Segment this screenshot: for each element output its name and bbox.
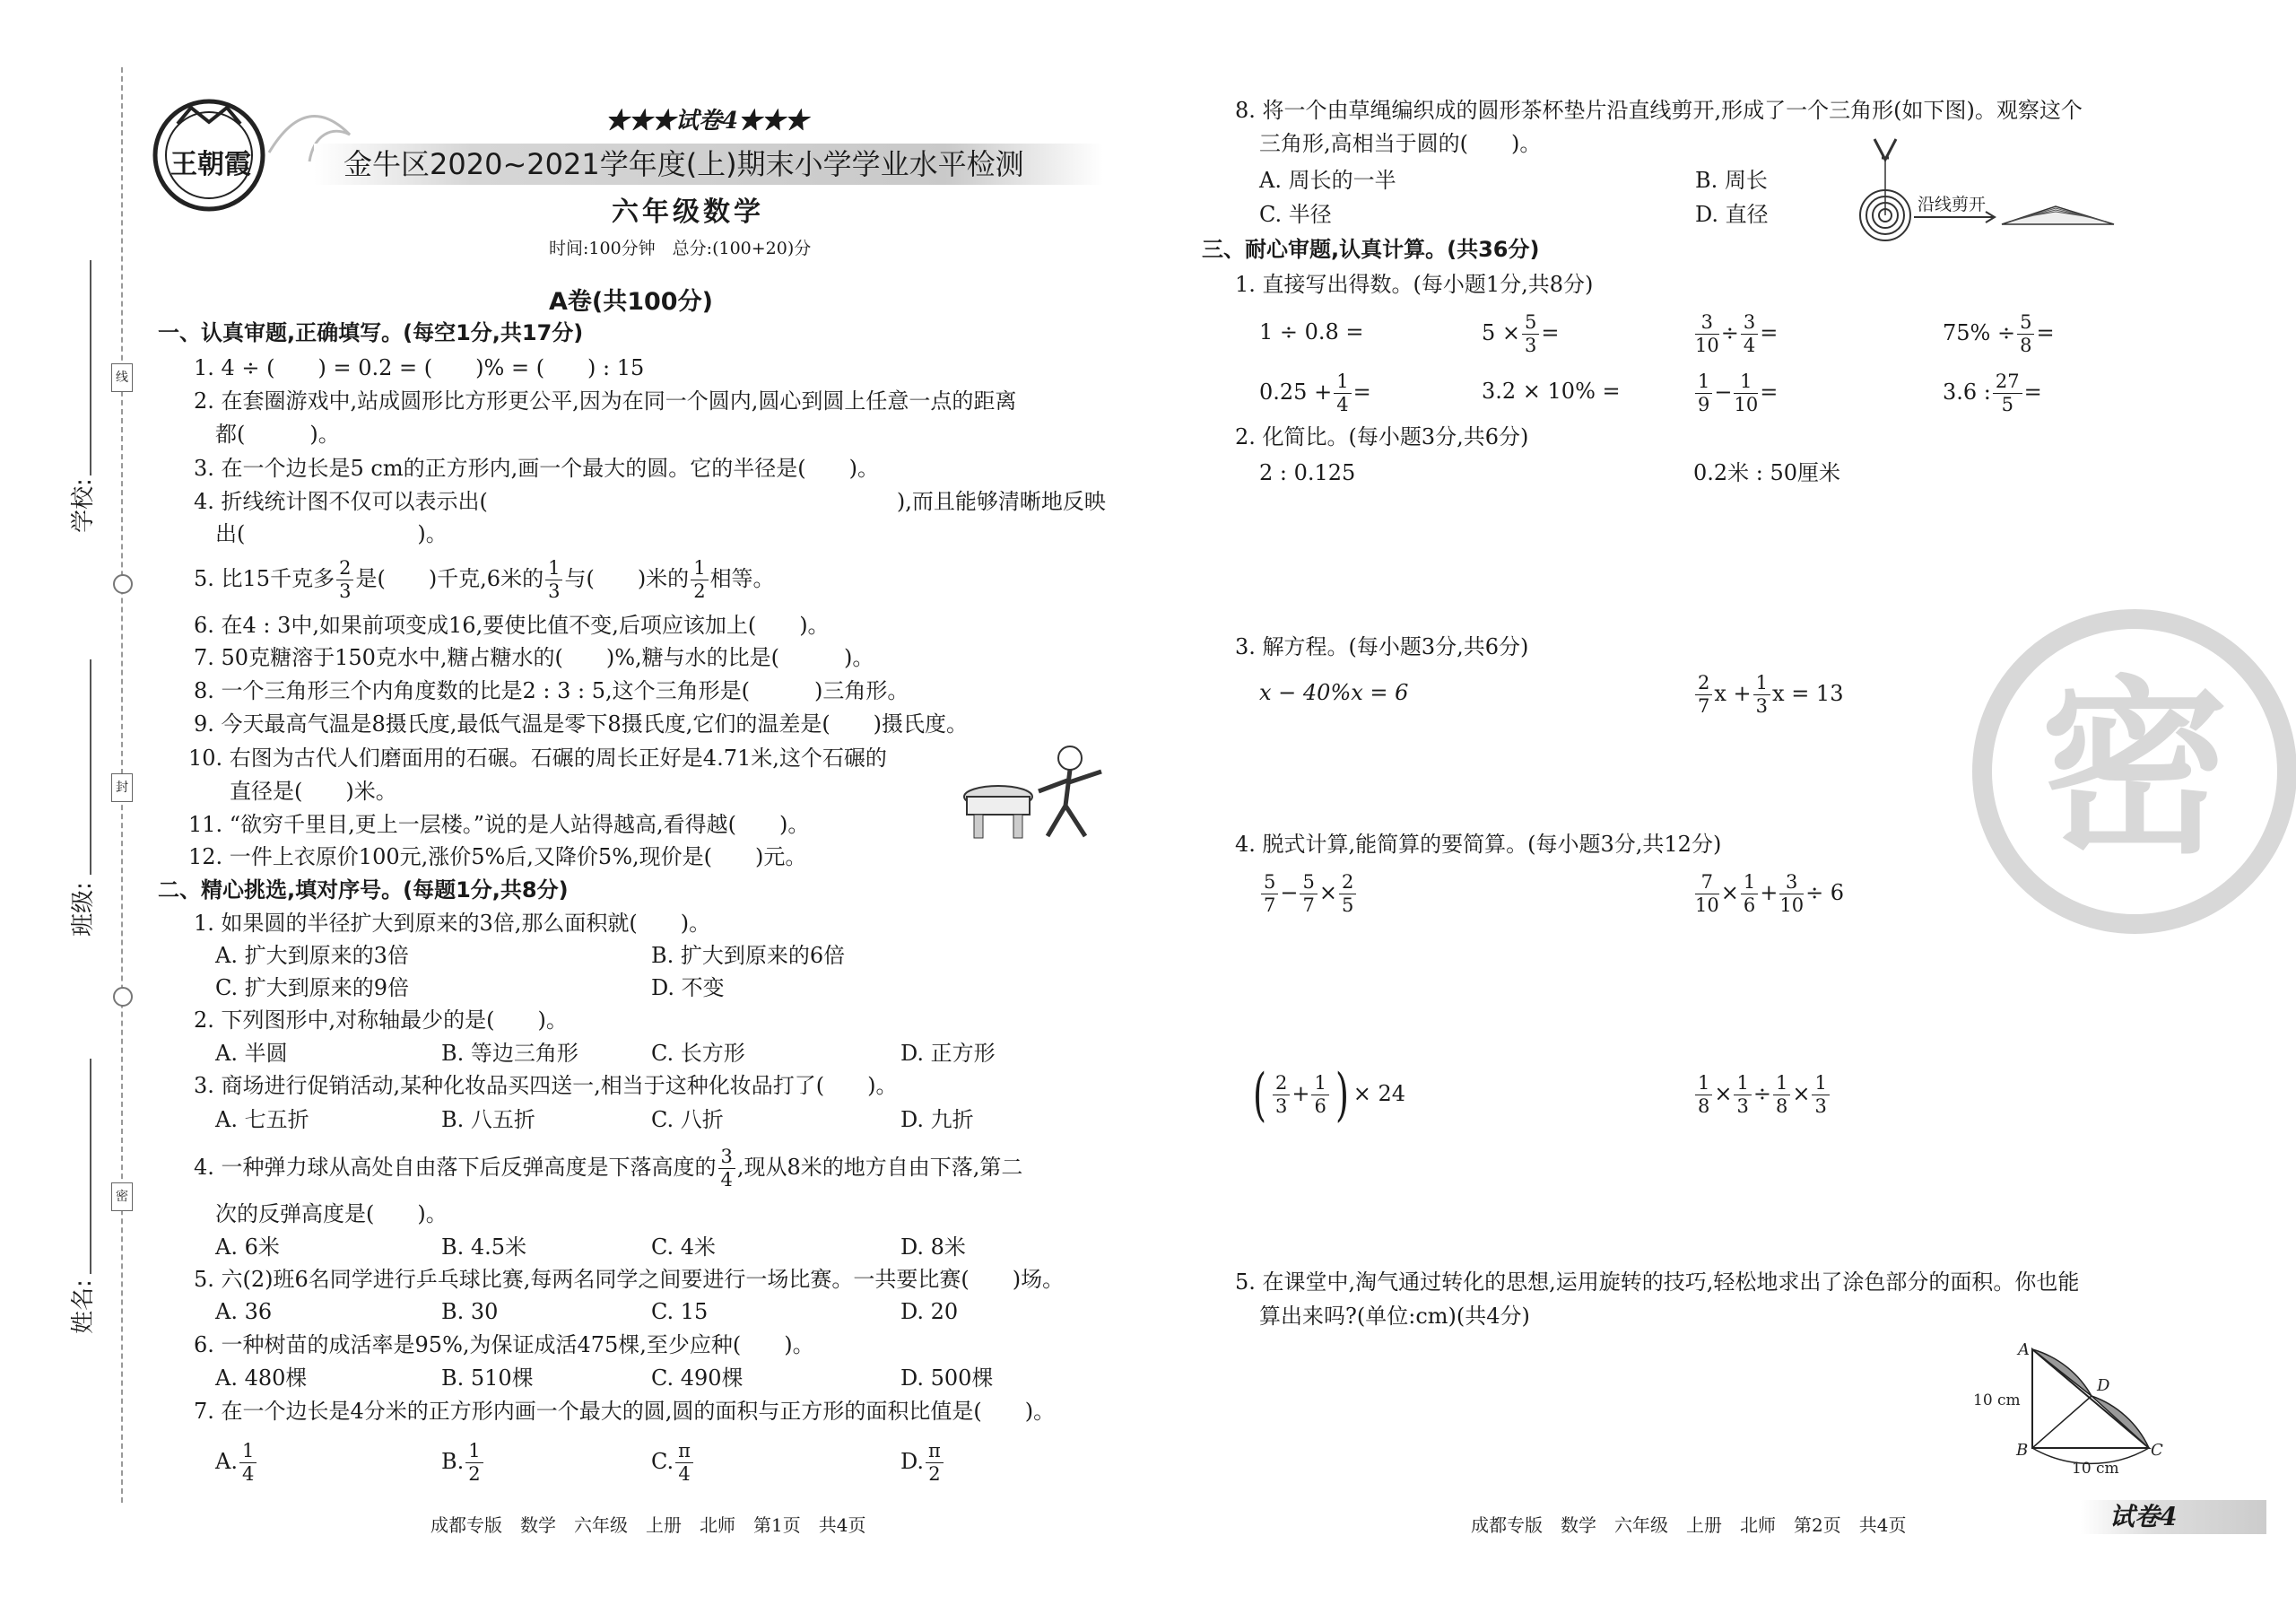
- choice-question-6: 6. 一种树苗的成活率是95%,为保证成活475棵,至少应种( )。: [194, 1332, 814, 1357]
- question-8: 8. 一个三角形三个内角度数的比是2 : 3 : 5,这个三角形是( )三角形。: [194, 678, 909, 703]
- calc-7: $\frac{1}{9}$ − $\frac{1}{10}$ =: [1693, 362, 1778, 422]
- time-line: 时间:100分钟 总分:(100+20)分: [549, 239, 812, 258]
- ratio-1: 2 : 0.125: [1259, 460, 1356, 485]
- watermark-seal: [1973, 610, 2296, 933]
- question-10: 10. 右图为古代人们磨面用的石碾。石碾的周长正好是4.71米,这个石碾的: [188, 746, 887, 771]
- part-3-title: 3. 解方程。(每小题3分,共6分): [1235, 634, 1529, 659]
- option-d: D. 不变: [651, 975, 725, 1000]
- width-label: 10 cm: [2072, 1460, 2119, 1478]
- section-title: 三、耐心审题,认真计算。(共36分): [1202, 237, 1540, 262]
- point-c-label: C: [2151, 1441, 2163, 1460]
- choice-question-4-cont: 次的反弹高度是( )。: [215, 1201, 448, 1226]
- equation-2: $\frac{2}{7}$ x + $\frac{1}{3}$ x = 13: [1693, 664, 1843, 723]
- question-4-cont: 出( )。: [215, 521, 448, 546]
- option-a: A. 半圆: [215, 1041, 288, 1066]
- option-c: C. 半径: [1259, 202, 1332, 227]
- school-label: 学校:: [69, 478, 97, 533]
- option-c: C. 15: [651, 1299, 709, 1324]
- option-d: D. 8米: [900, 1234, 966, 1260]
- option-b: B. $\frac{1}{2}$: [441, 1432, 485, 1491]
- margin-mark-seal: 封: [111, 773, 133, 802]
- part-4-title: 4. 脱式计算,能简算的要简算。(每小题3分,共12分): [1235, 832, 1722, 857]
- height-label: 10 cm: [1973, 1391, 2021, 1409]
- choice-question-5: 5. 六(2)班6名同学进行乒乓球比赛,每两名同学之间要进行一场比赛。一共要比赛( )场。: [194, 1267, 1065, 1292]
- question-12: 12. 一件上衣原价100元,涨价5%后,又降价5%,现价是( )元。: [188, 844, 807, 869]
- calc-1: 1 ÷ 0.8 =: [1259, 319, 1364, 345]
- part-5-title: 5. 在课堂中,淘气通过转化的思想,运用旋转的技巧,轻松地求出了涂色部分的面积。你也能: [1235, 1269, 2080, 1295]
- option-b: B. 4.5米: [441, 1234, 527, 1260]
- svg-text:密: 密: [2039, 659, 2230, 879]
- point-d-label: D: [2097, 1376, 2110, 1395]
- section-title: 一、认真审题,正确填写。(每空1分,共17分): [158, 320, 584, 345]
- geometry-figure: [1973, 1337, 2163, 1480]
- question-text-cont: 三角形,高相当于圆的( )。: [1259, 131, 1542, 156]
- option-d: D. 20: [900, 1299, 959, 1324]
- option-c: C. 长方形: [651, 1041, 745, 1066]
- choice-question-7: 7. 在一个边长是4分米的正方形内画一个最大的圆,圆的面积与正方形的面积比值是( )。: [194, 1399, 1056, 1424]
- volume-title: A卷(共100分): [549, 288, 713, 316]
- question-11: 11. “欲穷千里目,更上一层楼。”说的是人站得越高,看得越( )。: [188, 812, 810, 837]
- option-a: A. 36: [215, 1299, 273, 1324]
- equation-1: x − 40%x = 6: [1259, 680, 1409, 705]
- footer-left: 成都专版 数学 六年级 上册 北师 第1页 共4页: [430, 1514, 866, 1536]
- choice-question-2: 2. 下列图形中,对称轴最少的是( )。: [194, 1007, 568, 1033]
- exam-title: 金牛区2020~2021学年度(上)期末小学学业水平检测: [344, 147, 1024, 181]
- subject-title: 六年级数学: [612, 196, 764, 228]
- logo-text: 王朝霞: [170, 149, 251, 180]
- option-a: A. 扩大到原来的3倍: [215, 943, 409, 968]
- question-2-cont: 都( )。: [215, 422, 340, 447]
- calc-4: 75% ÷ $\frac{5}{8}$ =: [1943, 311, 2055, 356]
- calc-2: 5 × $\frac{5}{3}$ =: [1482, 311, 1560, 356]
- coaster-cut-figure: [1849, 135, 2118, 242]
- option-c: C. 八折: [651, 1107, 724, 1132]
- option-a: A. 七五折: [215, 1107, 309, 1132]
- option-b: B. 八五折: [441, 1107, 535, 1132]
- option-d: D. $\frac{\pi}{2}$: [900, 1432, 945, 1491]
- name-label: 姓名:: [69, 1279, 97, 1334]
- class-label: 班级:: [69, 882, 97, 937]
- question-9: 9. 今天最高气温是8摄氏度,最低气温是零下8摄氏度,它们的温差是( )摄氏度。: [194, 711, 969, 737]
- question-text: 8. 将一个由草绳编织成的圆形茶杯垫片沿直线剪开,形成了一个三角形(如下图)。观察这个: [1235, 98, 2083, 123]
- option-a: A. 周长的一半: [1259, 168, 1396, 193]
- option-a: A. 6米: [215, 1234, 280, 1260]
- choice-question-4: 4. 一种弹力球从高处自由落下后反弹高度是下落高度的 $\frac{3}{4}$ ,现从8米的地方自由下落,第二: [194, 1146, 1023, 1191]
- expr-4: $\frac{1}{8}$ × $\frac{1}{3}$ ÷ $\frac{1}{8}$ × $\frac{1}{3}$: [1693, 1064, 1831, 1123]
- point-a-label: A: [2018, 1340, 2030, 1359]
- paper-badge: ★★★试卷4★★★: [605, 108, 809, 135]
- option-b: B. 周长: [1695, 168, 1768, 193]
- option-b: B. 扩大到原来的6倍: [651, 943, 846, 968]
- footer-right: 成都专版 数学 六年级 上册 北师 第2页 共4页: [1471, 1514, 1907, 1536]
- question-7: 7. 50克糖溶于150克水中,糖占糖水的( )%,糖与水的比是( )。: [194, 645, 874, 670]
- calc-3: $\frac{3}{10}$ ÷ $\frac{3}{4}$ =: [1695, 311, 1779, 356]
- margin-circle-icon: [113, 574, 133, 594]
- option-c: C. 490棵: [651, 1365, 744, 1391]
- part-1-title: 1. 直接写出得数。(每小题1分,共8分): [1235, 272, 1594, 297]
- part-5-title-cont: 算出来吗?(单位:cm)(共4分): [1259, 1304, 1530, 1329]
- question-10-cont: 直径是( )米。: [230, 779, 397, 804]
- calc-6: 3.2 × 10% =: [1482, 379, 1621, 404]
- option-b: B. 等边三角形: [441, 1041, 578, 1066]
- question-6: 6. 在4 : 3中,如果前项变成16,要使比值不变,后项应该加上( )。: [194, 613, 830, 638]
- choice-question-1: 1. 如果圆的半径扩大到原来的3倍,那么面积就( )。: [194, 911, 711, 936]
- option-a: A. 480棵: [215, 1365, 308, 1391]
- millstone-illustration: [958, 736, 1110, 843]
- question-3: 3. 在一个边长是5 cm的正方形内,画一个最大的圆。它的半径是( )。: [194, 456, 879, 481]
- option-c: C. 扩大到原来的9倍: [215, 975, 410, 1000]
- option-b: B. 510棵: [441, 1365, 534, 1391]
- calc-5: 0.25 + $\frac{1}{4}$ =: [1259, 371, 1371, 415]
- calc-8: 3.6 : $\frac{27}{5}$ =: [1943, 371, 2042, 415]
- option-c: C. $\frac{\pi}{4}$: [651, 1432, 695, 1491]
- option-c: C. 4米: [651, 1234, 717, 1260]
- option-b: B. 30: [441, 1299, 499, 1324]
- question-5: 5. 比15千克多 $\frac{2}{3}$ 是( )千克,6米的 $\frac{1}{3}$ 与( )米的 $\frac{1}{2}$ 相等。: [194, 557, 775, 602]
- ratio-2: 0.2米 : 50厘米: [1693, 460, 1841, 485]
- margin-mark-secret: 密: [111, 1182, 133, 1211]
- option-d: D. 500棵: [900, 1365, 994, 1391]
- footer-tag: 试卷4: [2109, 1502, 2178, 1531]
- question-4: 4. 折线统计图不仅可以表示出( ),而且能够清晰地反映: [194, 489, 1106, 514]
- option-d: D. 直径: [1695, 202, 1769, 227]
- option-d: D. 九折: [900, 1107, 974, 1132]
- choice-question-3: 3. 商场进行促销活动,某种化妆品买四送一,相当于这种化妆品打了( )。: [194, 1073, 898, 1098]
- question-1: 1. 4 ÷ ( ) = 0.2 = ( )% = ( ) : 15: [194, 355, 645, 380]
- margin-circle-icon: [113, 987, 133, 1007]
- expr-2: $\frac{7}{10}$ × $\frac{1}{6}$ + $\frac{3}{10}$ ÷ 6: [1695, 871, 1845, 916]
- point-b-label: B: [2016, 1441, 2029, 1460]
- margin-mark-line: 线: [111, 363, 133, 392]
- expr-3: ( $\frac{2}{3}$ + $\frac{1}{6}$ ) × 24: [1252, 1061, 1406, 1129]
- part-2-title: 2. 化简比。(每小题3分,共6分): [1235, 424, 1529, 449]
- expr-1: $\frac{5}{7}$ − $\frac{5}{7}$ × $\frac{2}{5}$: [1259, 863, 1358, 922]
- section-title: 二、精心挑选,填对序号。(每题1分,共8分): [158, 877, 569, 903]
- fig-caption: 沿线剪开: [1918, 195, 1987, 214]
- question-2: 2. 在套圈游戏中,站成圆形比方形更公平,因为在同一个圆内,圆心到圆上任意一点的距离: [194, 388, 1017, 414]
- option-a: A. $\frac{1}{4}$: [215, 1432, 258, 1491]
- option-d: D. 正方形: [900, 1041, 996, 1066]
